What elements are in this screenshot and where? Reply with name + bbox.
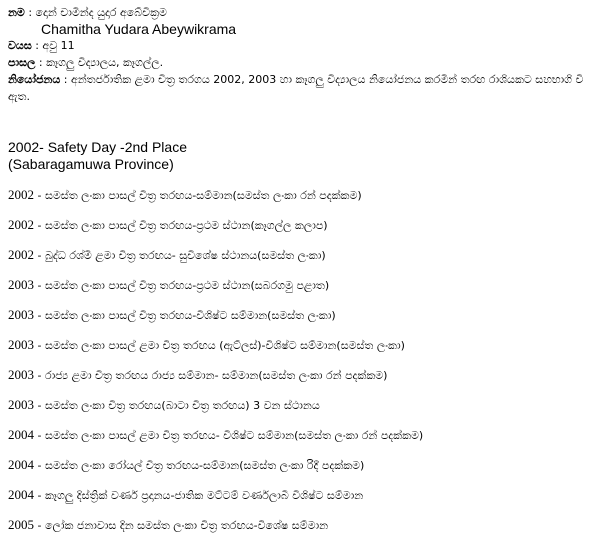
representation-row <box>8 71 594 105</box>
award-item <box>8 187 594 217</box>
award-text: - බුද්ධ රශ්මි ළමා චිත්‍ර තරඟය- සුවිශේෂ ස්ථානය(සමස්ත ලංකා) <box>34 249 326 262</box>
award-text: - රාජ්‍ය ළමා චිත්‍ර තරඟය රාජ්‍ය සම්මාන- සම්මාන(සමස්ත ලංකා රන් පදක්කම) <box>34 369 388 382</box>
award-text: - කෑගලු දිස්ත්‍රික් වර්ණ ප්‍රදානය-ජාතික මට්ටම් වර්ණලාබී විශිෂ්ට සම්මාන <box>34 489 364 502</box>
school-value: : කෑගලු විද්‍යාලය, කෑගල්ල. <box>35 56 164 69</box>
school-label: පාසල <box>8 56 36 69</box>
award-item <box>8 517 594 547</box>
representation-value: : අන්තර්ජාතික ළමා චිත්‍ර තරගය 2002, 2003 හා කෑගලු විද්‍යාලය නියෝජනය කරමින් තරඟ රාශියකට සහභාගි වී ඇත. <box>8 73 584 103</box>
award-year: 2004 <box>8 457 34 472</box>
award-year: 2002 <box>8 247 34 262</box>
name-row <box>8 4 594 21</box>
award-year: 2003 <box>8 277 34 292</box>
award-text: - සමස්ත ලංකා චිත්‍ර තරඟය(බාටා චිත්‍ර තරඟය) 3 වන ස්ථානය <box>34 399 320 412</box>
award-item <box>8 307 594 337</box>
award-text: - සමස්ත ලංකා පාසල් චිත්‍ර තරඟය-සම්මාන(සමස්ත ලංකා රන් පදක්කම) <box>34 189 362 202</box>
award-item <box>8 217 594 247</box>
spacer <box>8 105 594 139</box>
award-year: 2004 <box>8 427 34 442</box>
name-english: Chamitha Yudara Abeywikrama <box>41 21 237 37</box>
award-text: - සමස්ත ලංකා පාසල් චිත්‍ර තරඟය-ප්‍රථම ස්ථාන(කෑගල්ල කලාප) <box>34 219 328 232</box>
age-value: : අවු 11 <box>31 39 75 52</box>
award-text: - සමස්ත ලංකා පාසල් ළමා චිත්‍ර තරඟය (ඇට්ලස්)-විශිෂ්ට සම්මාන(සමස්ත ලංකා) <box>34 339 405 352</box>
award-year: 2005 <box>8 517 34 532</box>
safety-heading: 2002- Safety Day -2nd Place <box>8 139 187 155</box>
award-year: 2004 <box>8 487 34 502</box>
award-item <box>8 277 594 307</box>
award-year: 2003 <box>8 337 34 352</box>
award-year: 2003 <box>8 307 34 322</box>
award-text: - සමස්ත ලංකා පාසල් ළමා චිත්‍ර තරඟය- විශිෂ්ට සම්මාන(සමස්ත ලංකා රන් පදක්කම) <box>34 429 424 442</box>
safety-province: (Sabaragamuwa Province) <box>8 156 174 172</box>
award-item <box>8 457 594 487</box>
award-text: - ලෝක ජනාවාස දින සමස්ත ලංකා චිත්‍ර තරඟය-විශේෂ සම්මාන <box>34 519 329 532</box>
document <box>8 4 594 547</box>
award-item <box>8 487 594 517</box>
school-row <box>8 54 594 71</box>
award-item <box>8 247 594 277</box>
award-item <box>8 397 594 427</box>
award-year: 2002 <box>8 217 34 232</box>
award-text: - සමස්ත ලංකා පාසල් චිත්‍ර තරඟය-විශිෂ්ට සම්මාන(සමස්ත ලංකා) <box>34 309 336 322</box>
award-item <box>8 337 594 367</box>
award-item <box>8 367 594 397</box>
award-year: 2002 <box>8 187 34 202</box>
age-label: වයස <box>8 39 32 52</box>
award-year: 2003 <box>8 367 34 382</box>
award-text: - සමස්ත ලංකා රෝයල් චිත්‍ර තරඟය-සම්මාන(සමස්ත ලංකා රිදී පදක්කම) <box>34 459 365 472</box>
award-item <box>8 427 594 457</box>
name-value: : දොන් චාමින්ද යුදාර අබේවික්‍රම <box>24 6 167 19</box>
name-label: නම <box>8 6 25 19</box>
awards-list <box>8 187 594 547</box>
representation-label: නියෝජනය <box>8 73 61 86</box>
award-year: 2003 <box>8 397 34 412</box>
award-text: - සමස්ත ලංකා පාසල් චිත්‍ර තරඟය-ප්‍රථම ස්ථාන(සබරගමු පළාත) <box>34 279 330 292</box>
age-row <box>8 37 594 54</box>
